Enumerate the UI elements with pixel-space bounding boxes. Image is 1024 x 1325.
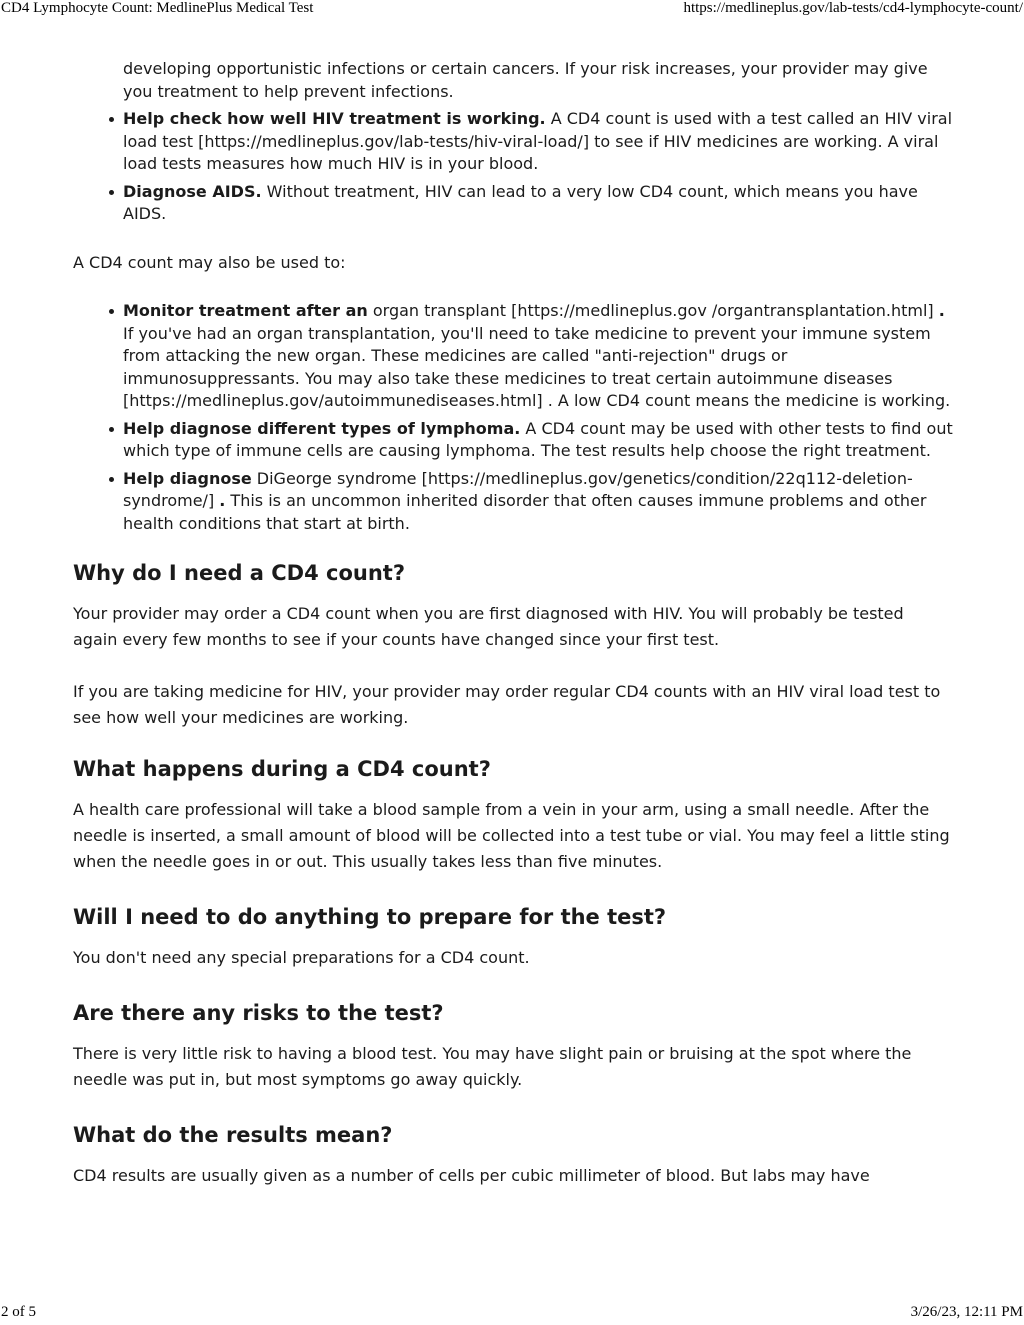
- section-paragraph: You don't need any special preparations for a CD4 count.: [73, 948, 530, 967]
- also-used-intro: A CD4 count may also be used to:: [73, 252, 346, 272]
- section-paragraph: There is very little risk to having a blood test. You may have slight pain or bruising at the spot where the needle was put in, but most symptoms go away quickly.: [73, 1044, 912, 1089]
- list-item-text: A CD4 count may be used with other tests to find out which type of immune cells are causing lymphoma. The test results help choose the right treatment.: [123, 418, 953, 460]
- section-heading-what-happens: What happens during a CD4 count?: [73, 757, 491, 781]
- list-item: [123, 181, 953, 226]
- list-item-period: .: [219, 491, 226, 510]
- section-heading-prepare: Will I need to do anything to prepare for the test?: [73, 905, 667, 929]
- print-footer: [0, 1304, 1024, 1324]
- list-item-text: A CD4 count is used with a test called an HIV viral load test [https://medlineplus.gov/lab-tests/hiv-viral-load/] to see if HIV medicines are working. A viral load tests measures how much HIV is in your blood.: [123, 109, 953, 173]
- section-paragraph: Your provider may order a CD4 count when you are first diagnosed with HIV. You will probably be tested again every few months to see if your counts have changed since your first test.: [73, 604, 904, 649]
- organ-transplant-link[interactable]: organ transplant [https://medlineplus.gov /organtransplantation.html]: [367, 301, 939, 320]
- list-item: [123, 300, 953, 413]
- print-header: [0, 0, 1024, 20]
- list-item: [123, 108, 953, 176]
- section-paragraph: CD4 results are usually given as a number of cells per cubic millimeter of blood. But labs may have: [73, 1166, 870, 1185]
- list-item-bold: Help check how well HIV treatment is working.: [123, 109, 546, 128]
- page-number: 2 of 5: [1, 1304, 36, 1320]
- list-item-bold: Help diagnose different types of lymphoma.: [123, 418, 521, 438]
- list-item-bold: Help diagnose: [123, 468, 252, 488]
- section-paragraph: A health care professional will take a blood sample from a vein in your arm, using a small needle. After the needle is inserted, a small amount of blood will be collected into a test tube or vial. You may feel a little sting when the needle goes in or out. This usually takes less than five minutes.: [73, 800, 950, 871]
- article-content: [73, 58, 953, 1189]
- list-item-text: If you've had an organ transplantation, you'll need to take medicine to prevent your immune system from attacking the new organ. These medicines are called "anti-rejection" drugs or immunosuppressants. You may also take these medicines to treat certain autoimmune diseases [https://medlineplus.gov/autoimmunediseases.html] . A low CD4 count means the medicine is working.: [123, 323, 951, 410]
- list-item-bold: Diagnose AIDS.: [123, 181, 262, 201]
- list-item-period: .: [938, 301, 945, 320]
- bullet-list-other-uses: [73, 300, 953, 535]
- page-title: CD4 Lymphocyte Count: MedlinePlus Medical Test: [1, 0, 314, 16]
- list-item: [123, 468, 953, 536]
- section-heading-results: What do the results mean?: [73, 1123, 393, 1147]
- list-item: [123, 418, 953, 463]
- print-datetime: 3/26/23, 12:11 PM: [910, 1304, 1023, 1320]
- section-heading-risks: Are there any risks to the test?: [73, 1001, 444, 1025]
- list-item-text: This is an uncommon inherited disorder that often causes immune problems and other health conditions that start at birth.: [123, 491, 927, 533]
- bullet-list-hiv-uses: [73, 58, 953, 226]
- page-url: https://medlineplus.gov/lab-tests/cd4-lymphocyte-count/: [683, 0, 1023, 16]
- list-item-text: developing opportunistic infections or certain cancers. If your risk increases, your provider may give you treatment to help prevent infections.: [123, 59, 928, 101]
- section-heading-why: Why do I need a CD4 count?: [73, 561, 406, 585]
- digeorge-syndrome-link[interactable]: DiGeorge syndrome [https://medlineplus.gov/genetics/condition/22q112-deletion-syndrome/]: [123, 468, 913, 510]
- list-item-bold: Monitor treatment after an: [123, 301, 368, 320]
- list-item: [123, 58, 953, 103]
- list-item-text: Without treatment, HIV can lead to a very low CD4 count, which means you have AIDS.: [123, 181, 918, 223]
- section-paragraph: If you are taking medicine for HIV, your provider may order regular CD4 counts with an HIV viral load test to see how well your medicines are working.: [73, 682, 941, 727]
